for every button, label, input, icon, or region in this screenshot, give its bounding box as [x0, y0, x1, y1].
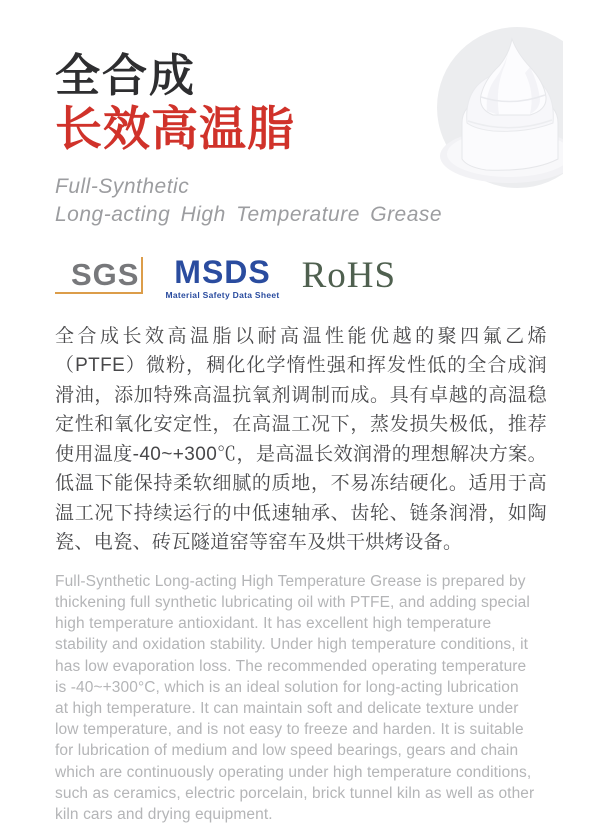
msds-logo-text: MSDS — [174, 253, 271, 290]
description-chinese: 全合成长效高温脂以耐高温性能优越的聚四氟乙烯（PTFE）微粉，稠化化学惰性强和挥发性低的全合成润滑油，添加特殊高温抗氧剂调制而成。具有卓越的高温稳定性和氧化安定性，在高温工况下，蒸发损失极低，推荐使用温度-40~+300℃，是高温长效润滑的理想解决方案。低温下能保持柔软细腻的质地，不易冻结硬化。适用于高温工况下持续运行的中低速轴承、齿轮、链条润滑，如陶瓷、电瓷、砖瓦隧道窑等窑车及烘干烘烤设备。 — [55, 325, 547, 554]
certification-logos — [55, 253, 547, 306]
product-subtitle-en — [55, 173, 547, 229]
subtitle-line2: Long-acting High Temperature Grease — [55, 202, 443, 226]
description-english: Full-Synthetic Long-acting High Temperature Grease is prepared by thickening full synthetic lubricating oil with PTFE, and adding special high temperature antioxidant. It has excellent high temperature stability and oxidation stability. Under high temperature conditions, it has low evaporation loss. The recommended operating temperature is -40~+300°C, which is an ideal solution for long-acting lubrication at high temperature. It can maintain soft and delicate texture under low temperature, and is not easy to freeze and harden. It is suitable for lubrication of medium and low speed bearings, gears and chain which are continuously operating under high temperature conditions, such as ceramics, electric porcelain, brick tunnel kiln as well as other kiln cars and drying equipment. — [55, 572, 535, 823]
product-info — [55, 50, 547, 825]
subtitle-line1: Full-Synthetic — [55, 174, 190, 198]
sgs-logo: SGS — [55, 259, 143, 294]
product-title-cn-red: 长效高温脂 — [55, 102, 295, 156]
rohs-logo: RoHS — [301, 254, 397, 296]
product-title-cn-black: 全合成 — [55, 50, 197, 101]
msds-logo — [165, 253, 280, 301]
msds-logo-subtext: Material Safety Data Sheet — [165, 290, 280, 301]
